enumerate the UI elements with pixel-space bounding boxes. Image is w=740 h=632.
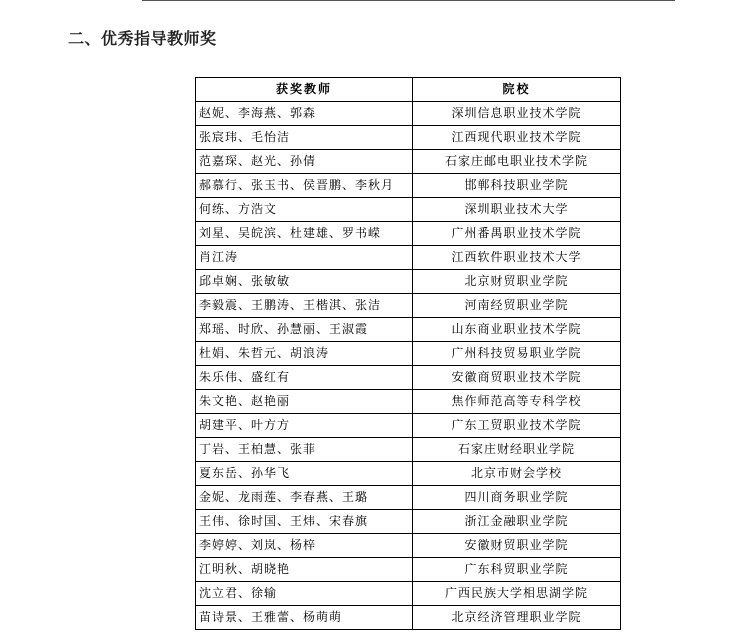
teacher-cell: 杜娟、朱哲元、胡浪涛 (196, 342, 413, 366)
table-row (196, 246, 621, 270)
school-cell: 广西民族大学相思湖学院 (413, 582, 621, 606)
column-header-teacher: 获奖教师 (196, 78, 413, 102)
table-row (196, 222, 621, 246)
teacher-cell: 郝慕行、张玉书、侯晋鹏、李秋月 (196, 174, 413, 198)
school-cell: 广州科技贸易职业学院 (413, 342, 621, 366)
table-row (196, 294, 621, 318)
teacher-cell: 何练、方浩文 (196, 198, 413, 222)
table-row (196, 390, 621, 414)
school-cell: 石家庄财经职业学院 (413, 438, 621, 462)
table-row (196, 510, 621, 534)
school-cell: 北京经济管理职业学院 (413, 606, 621, 630)
table-header-row (196, 78, 621, 102)
table-row (196, 342, 621, 366)
teacher-cell: 夏东岳、孙华飞 (196, 462, 413, 486)
school-cell: 深圳信息职业技术学院 (413, 102, 621, 126)
school-cell: 江西现代职业技术学院 (413, 126, 621, 150)
table-row (196, 126, 621, 150)
school-cell: 江西软件职业技术大学 (413, 246, 621, 270)
award-table (195, 77, 621, 630)
teacher-cell: 金妮、龙雨莲、李春燕、王璐 (196, 486, 413, 510)
school-cell: 广东工贸职业技术学院 (413, 414, 621, 438)
table-row (196, 438, 621, 462)
school-cell: 安徽财贸职业学院 (413, 534, 621, 558)
teacher-cell: 朱乐伟、盛红有 (196, 366, 413, 390)
teacher-cell: 沈立君、徐输 (196, 582, 413, 606)
school-cell: 北京财贸职业学院 (413, 270, 621, 294)
teacher-cell: 张宸玮、毛怡洁 (196, 126, 413, 150)
school-cell: 深圳职业技术大学 (413, 198, 621, 222)
table-row (196, 318, 621, 342)
table-row (196, 270, 621, 294)
school-cell: 北京市财会学校 (413, 462, 621, 486)
teacher-cell: 王伟、徐时国、王炜、宋春旗 (196, 510, 413, 534)
teacher-cell: 范嘉琛、赵光、孙倩 (196, 150, 413, 174)
table-row (196, 102, 621, 126)
teacher-cell: 胡建平、叶方方 (196, 414, 413, 438)
section-heading: 二、优秀指导教师奖 (68, 29, 217, 48)
school-cell: 广州番禺职业技术学院 (413, 222, 621, 246)
table-row (196, 174, 621, 198)
school-cell: 焦作师范高等专科学校 (413, 390, 621, 414)
teacher-cell: 苗诗景、王雅蕾、杨萌萌 (196, 606, 413, 630)
teacher-cell: 肖江涛 (196, 246, 413, 270)
teacher-cell: 江明秋、胡晓艳 (196, 558, 413, 582)
table-body (196, 102, 621, 630)
teacher-cell: 邱卓娴、张敏敏 (196, 270, 413, 294)
column-header-school: 院校 (413, 78, 621, 102)
school-cell: 安徽商贸职业技术学院 (413, 366, 621, 390)
school-cell: 邯郸科技职业学院 (413, 174, 621, 198)
school-cell: 山东商业职业技术学院 (413, 318, 621, 342)
teacher-cell: 丁岩、王柏慧、张菲 (196, 438, 413, 462)
school-cell: 河南经贸职业学院 (413, 294, 621, 318)
table-row (196, 486, 621, 510)
table-row (196, 414, 621, 438)
teacher-cell: 李婷婷、刘岚、杨梓 (196, 534, 413, 558)
school-cell: 广东科贸职业学院 (413, 558, 621, 582)
table-row (196, 150, 621, 174)
table-row (196, 366, 621, 390)
school-cell: 浙江金融职业学院 (413, 510, 621, 534)
school-cell: 四川商务职业学院 (413, 486, 621, 510)
table-row (196, 198, 621, 222)
school-cell: 石家庄邮电职业技术学院 (413, 150, 621, 174)
teacher-cell: 刘星、吴皖滨、杜建雄、罗书嵘 (196, 222, 413, 246)
table-row (196, 582, 621, 606)
teacher-cell: 郑瑶、时欣、孙慧丽、王淑霞 (196, 318, 413, 342)
table-row (196, 558, 621, 582)
top-divider (142, 0, 675, 1)
table-row (196, 462, 621, 486)
table-row (196, 534, 621, 558)
teacher-cell: 朱文艳、赵艳丽 (196, 390, 413, 414)
table-row (196, 606, 621, 630)
teacher-cell: 李毅震、王鹏涛、王楷淇、张洁 (196, 294, 413, 318)
teacher-cell: 赵妮、李海燕、郭森 (196, 102, 413, 126)
